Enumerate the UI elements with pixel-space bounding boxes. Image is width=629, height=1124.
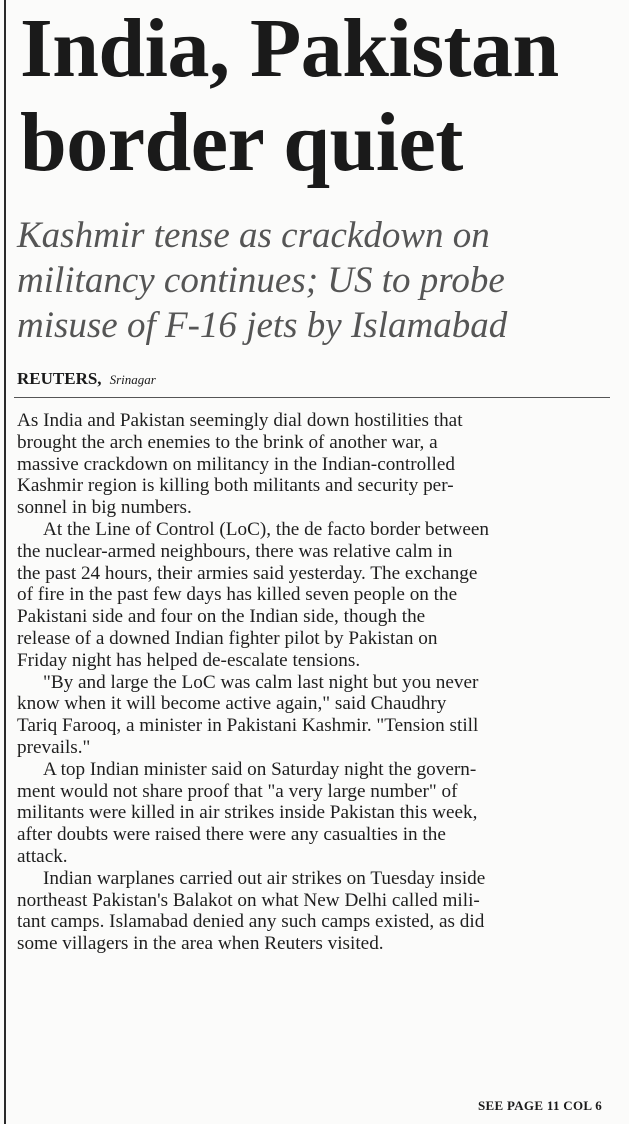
body-line: Kashmir region is killing both militants and security per- — [17, 475, 454, 497]
body-line: massive crackdown on militancy in the Indian-controlled — [17, 453, 455, 475]
body-line: northeast Pakistan's Balakot on what New Delhi called mili- — [17, 889, 480, 911]
byline-dateline: Srinagar — [109, 372, 156, 387]
body-line: prevails." — [17, 736, 91, 758]
jump-line: SEE PAGE 11 COL 6 — [477, 1098, 602, 1113]
body-line: Indian warplanes carried out air strikes on Tuesday inside — [43, 867, 486, 889]
headline — [20, 2, 625, 190]
subheadline-line: militancy continues; US to probe — [17, 260, 505, 301]
byline-agency: REUTERS, — [17, 369, 102, 388]
subheadline-line: misuse of F-16 jets by Islamabad — [17, 305, 508, 346]
body-line: of fire in the past few days has killed seven people on the — [17, 584, 458, 606]
headline-line: border quiet — [20, 96, 463, 189]
body-line: A top Indian minister said on Saturday night the govern- — [43, 758, 477, 780]
body-line: the nuclear-armed neighbours, there was relative calm in — [17, 540, 453, 562]
column-rule — [4, 0, 6, 1124]
body-line: Friday night has helped de-escalate tensions. — [17, 649, 361, 671]
article-body — [17, 410, 600, 955]
body-line: after doubts were raised there were any casualties in the — [17, 824, 446, 846]
body-line: ment would not share proof that "a very large number" of — [17, 780, 458, 802]
byline — [17, 369, 156, 389]
body-line: brought the arch enemies to the brink of another war, a — [17, 431, 438, 453]
body-line: Tariq Farooq, a minister in Pakistani Kashmir. "Tension still — [17, 715, 479, 737]
body-line: As India and Pakistan seemingly dial down hostilities that — [17, 410, 463, 431]
body-line: the past 24 hours, their armies said yesterday. The exchange — [17, 562, 478, 584]
body-line: sonnel in big numbers. — [17, 497, 192, 519]
body-line: militants were killed in air strikes inside Pakistan this week, — [17, 802, 478, 824]
body-line: release of a downed Indian fighter pilot by Pakistan on — [17, 627, 438, 649]
body-line: some villagers in the area when Reuters visited. — [17, 933, 384, 955]
body-line: "By and large the LoC was calm last night but you never — [43, 671, 479, 693]
body-line: know when it will become active again," said Chaudhry — [17, 693, 447, 715]
subheadline — [17, 213, 625, 348]
body-line: attack. — [17, 845, 68, 867]
body-line: tant camps. Islamabad denied any such camps existed, as did — [17, 911, 485, 933]
headline-line: India, Pakistan — [20, 2, 559, 95]
body-line: Pakistani side and four on the Indian side, though the — [17, 606, 426, 628]
byline-divider — [14, 397, 610, 398]
body-line: At the Line of Control (LoC), the de facto border between — [43, 518, 489, 540]
subheadline-line: Kashmir tense as crackdown on — [17, 215, 490, 256]
